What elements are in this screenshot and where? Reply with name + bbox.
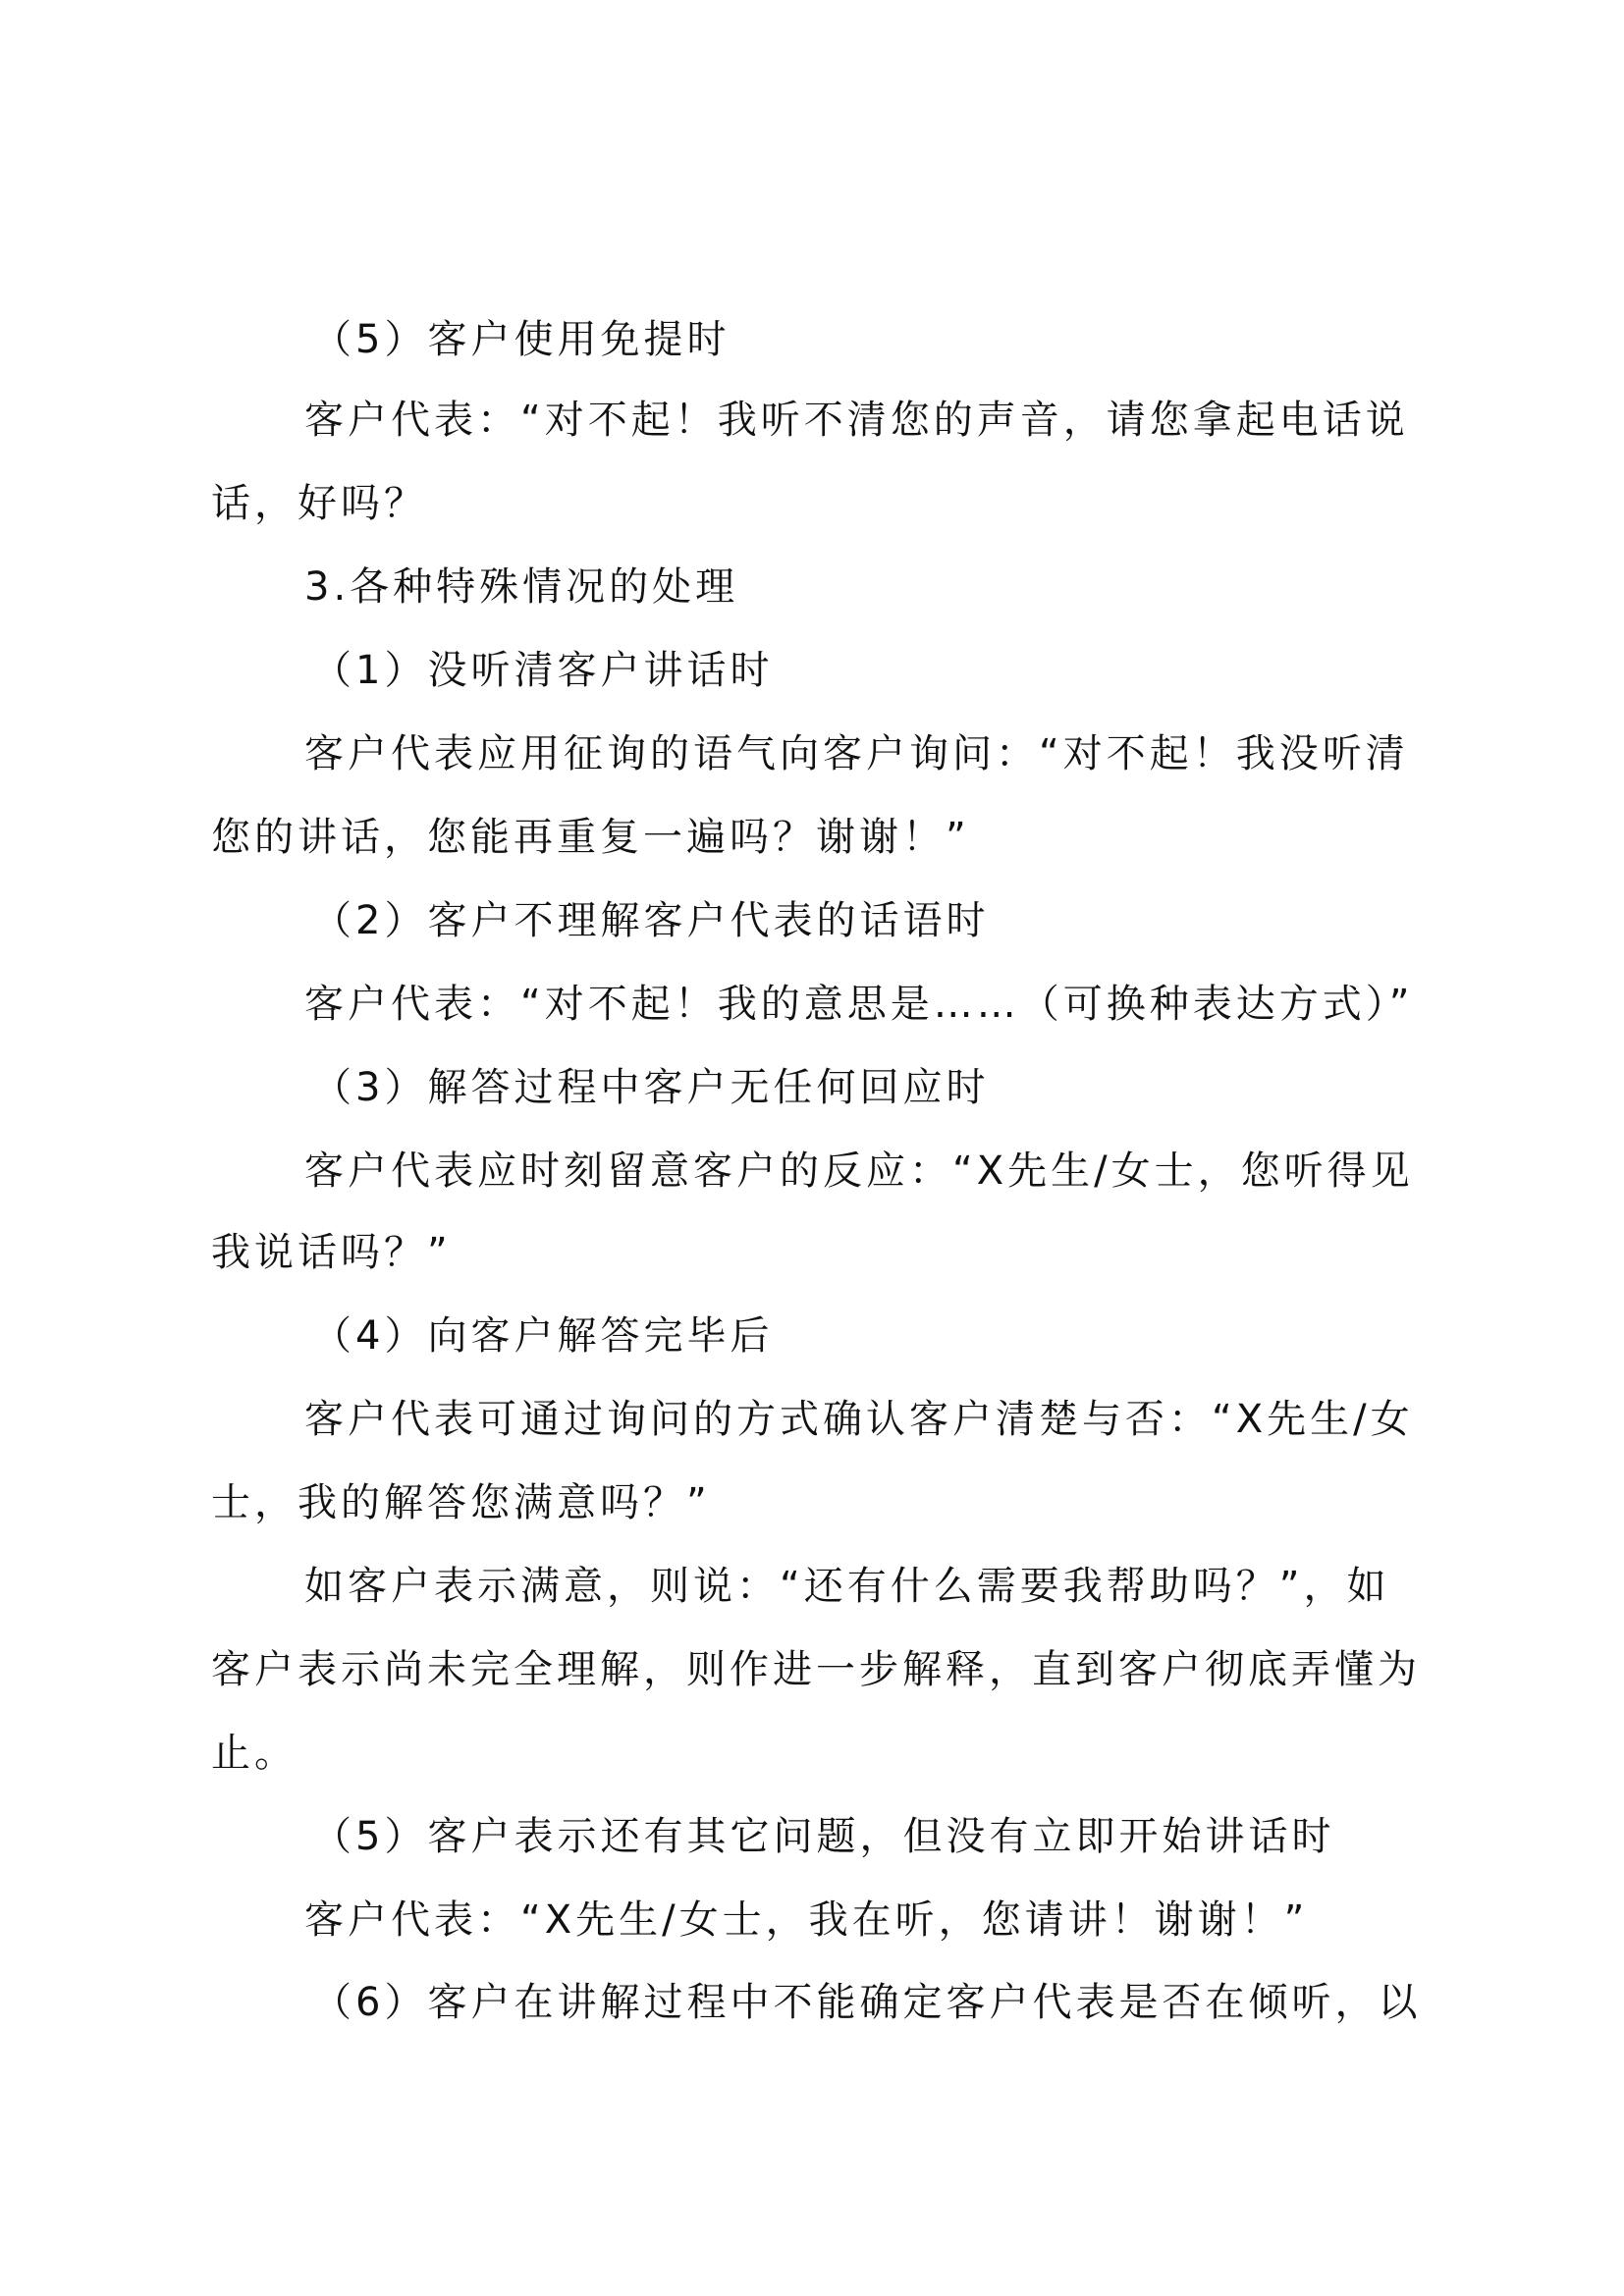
paragraph-line: 客户代表：“X先生/女士，我在听，您请讲！谢谢！” <box>304 1897 1309 1943</box>
paragraph-line: 话，好吗？ <box>211 481 427 526</box>
paragraph-line: 客户代表：“对不起！我听不清您的声音，请您拿起电话说 <box>304 398 1409 443</box>
heading-5-other-questions: （5）客户表示还有其它问题，但没有立即开始讲话时 <box>312 1814 1335 1859</box>
paragraph-line: 止。 <box>211 1731 298 1776</box>
heading-6-unsure-listening: （6）客户在讲解过程中不能确定客户代表是否在倾听，以 <box>312 1980 1422 2025</box>
paragraph-line: 客户代表应用征询的语气向客户询问：“对不起！我没听清 <box>304 731 1409 776</box>
paragraph-line: 您的讲话，您能再重复一遍吗？谢谢！” <box>211 815 970 860</box>
paragraph-line: 客户代表：“对不起！我的意思是……（可换种表达方式）” <box>304 982 1414 1027</box>
heading-3-no-response: （3）解答过程中客户无任何回应时 <box>312 1065 990 1110</box>
paragraph-line: 客户代表应时刻留意客户的反应：“X先生/女士，您听得见 <box>304 1148 1414 1194</box>
paragraph-line: 我说话吗？” <box>211 1230 452 1275</box>
heading-5-handsfree: （5）客户使用免提时 <box>312 317 731 362</box>
paragraph-line: 士，我的解答您满意吗？” <box>211 1480 711 1525</box>
paragraph-line: 客户表示尚未完全理解，则作进一步解释，直到客户彻底弄懂为 <box>211 1647 1421 1692</box>
heading-1-not-heard: （1）没听清客户讲话时 <box>312 648 774 693</box>
heading-4-after-answer: （4）向客户解答完毕后 <box>312 1313 774 1359</box>
section-heading-3: 3.各种特殊情况的处理 <box>304 564 739 610</box>
paragraph-line: 客户代表可通过询问的方式确认客户清楚与否：“X先生/女 <box>304 1397 1414 1442</box>
heading-2-not-understood: （2）客户不理解客户代表的话语时 <box>312 898 990 943</box>
paragraph-line: 如客户表示满意，则说：“还有什么需要我帮助吗？”，如 <box>304 1564 1390 1609</box>
